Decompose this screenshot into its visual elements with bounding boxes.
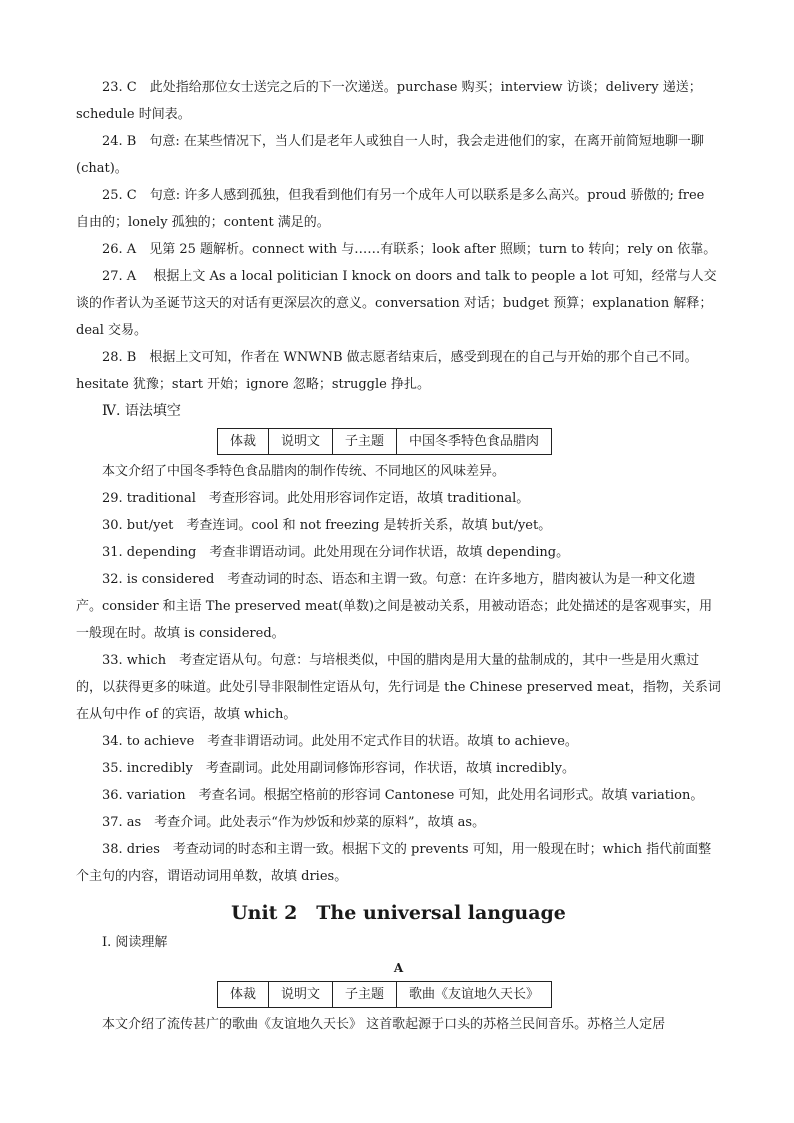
answer-item-36: 36. variation 考查名词。根据空格前的形容词 Cantonese 可知，此处用名词形式。故填 variation。 bbox=[102, 788, 704, 803]
subtheme-label: 子主题 bbox=[333, 429, 397, 455]
answer-page bbox=[76, 74, 721, 1038]
genre-tag-table-unit2 bbox=[217, 981, 552, 1008]
answer-item-25: 25. C 句意: 许多人感到孤独，但我看到他们有另一个成年人可以联系是多么高兴。proud 骄傲的; free 自由的；lonely 孤独的；content 满足的。 bbox=[76, 188, 705, 230]
answer-item-38: 38. dries 考查动词的时态和主谓一致。根据下文的 prevents 可知，用一般现在时；which 指代前面整个主句的内容，谓语动词用单数，故填 dries。 bbox=[76, 842, 712, 884]
answer-item-31: 31. depending 考查非谓语动词。此处用现在分词作状语，故填 depending。 bbox=[102, 545, 570, 560]
genre-label: 体裁 bbox=[218, 429, 269, 455]
answer-items-bottom bbox=[76, 485, 721, 890]
answer-items-top bbox=[76, 74, 721, 398]
subtheme-value: 歌曲《友谊地久天长》 bbox=[397, 982, 552, 1008]
answer-item-33: 33. which 考查定语从句。句意：与培根类似，中国的腊肉是用大量的盐制成的，其中一些是用火熏过的，以获得更多的味道。此处引导非限制性定语从句，先行词是 the Chinese preserved meat，指物，关系词在从句中作 of 的宾语，故填 which。 bbox=[76, 653, 721, 722]
passage-summary: 本文介绍了中国冬季特色食品腊肉的制作传统、不同地区的风味差异。 bbox=[102, 464, 506, 479]
genre-label: 体裁 bbox=[218, 982, 269, 1008]
answer-item-32: 32. is considered 考查动词的时态、语态和主谓一致。句意：在许多地方，腊肉被认为是一种文化遗产。consider 和主语 The preserved meat(单数)之间是被动关系，用被动语态；此处描述的是客观事实，用一般现在时。故填 is considered。 bbox=[76, 572, 713, 641]
answer-item-30: 30. but/yet 考查连词。cool 和 not freezing 是转折关系，故填 but/yet。 bbox=[102, 518, 552, 533]
genre-value: 说明文 bbox=[269, 982, 333, 1008]
genre-value: 说明文 bbox=[269, 429, 333, 455]
unit-title: Unit 2 The universal language bbox=[231, 902, 566, 924]
answer-item-37: 37. as 考查介词。此处表示“作为炒饭和炒菜的原料”，故填 as。 bbox=[102, 815, 486, 830]
passage-summary-unit2: 本文介绍了流传甚广的歌曲《友谊地久天长》 这首歌起源于口头的苏格兰民间音乐。苏格兰人定居 bbox=[102, 1017, 666, 1032]
passage-letter: A bbox=[393, 961, 404, 975]
answer-item-27: 27. A 根据上文 As a local politician I knock on doors and talk to people a lot 可知，经常与人交谈的作者认为圣诞节这天的对话有更深层次的意义。conversation 对话；budget 预算；explanation 解释；deal 交易。 bbox=[76, 269, 717, 338]
subtheme-label: 子主题 bbox=[333, 982, 397, 1008]
section-heading-reading: Ⅰ. 阅读理解 bbox=[102, 935, 168, 950]
answer-item-34: 34. to achieve 考查非谓语动词。此处用不定式作目的状语。故填 to achieve。 bbox=[102, 734, 578, 749]
answer-item-28: 28. B 根据上文可知，作者在 WNWNB 做志愿者结束后，感受到现在的自己与开始的那个自己不同。hesitate 犹豫；start 开始；ignore 忽略；struggle 挣扎。 bbox=[76, 350, 698, 392]
answer-item-29: 29. traditional 考查形容词。此处用形容词作定语，故填 traditional。 bbox=[102, 491, 530, 506]
section-heading-grammar: Ⅳ. 语法填空 bbox=[102, 403, 181, 419]
subtheme-value: 中国冬季特色食品腊肉 bbox=[397, 429, 552, 455]
answer-item-24: 24. B 句意: 在某些情况下，当人们是老年人或独自一人时，我会走进他们的家，在离开前简短地聊一聊(chat)。 bbox=[76, 134, 704, 176]
answer-item-23: 23. C 此处指给那位女士送完之后的下一次递送。purchase 购买；interview 访谈；delivery 递送；schedule 时间表。 bbox=[76, 80, 702, 122]
answer-item-26: 26. A 见第 25 题解析。connect with 与……有联系；look after 照顾；turn to 转向；rely on 依靠。 bbox=[102, 242, 717, 257]
answer-item-35: 35. incredibly 考查副词。此处用副词修饰形容词，作状语，故填 incredibly。 bbox=[102, 761, 575, 776]
genre-tag-table bbox=[217, 428, 552, 455]
